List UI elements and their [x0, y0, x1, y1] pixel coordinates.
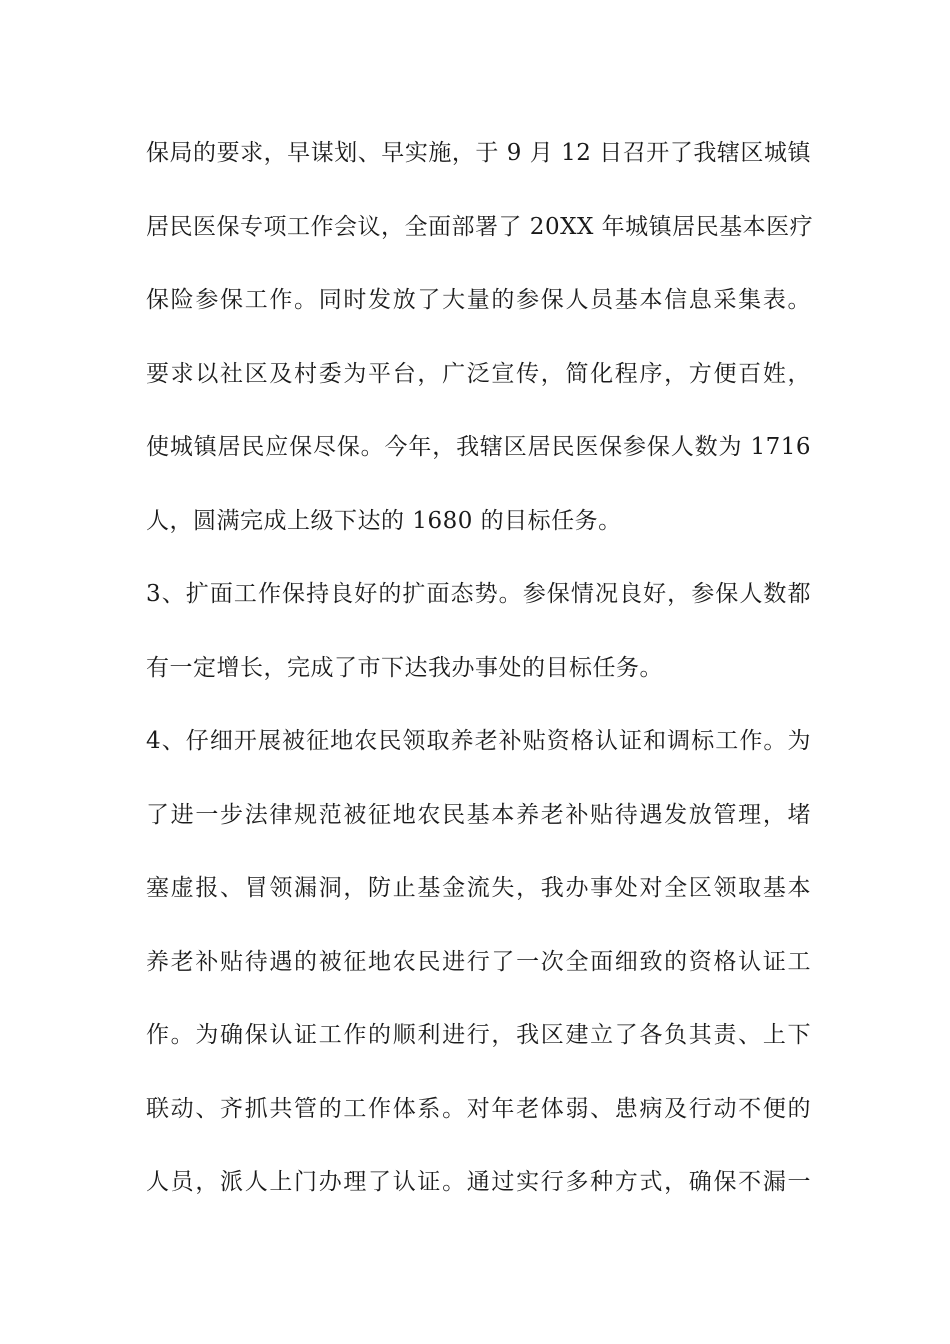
text-line-15: 人员，派人上门办理了认证。通过实行多种方式，确保不漏一 [146, 1169, 811, 1195]
text-line-10: 了进一步法律规范被征地农民基本养老补贴待遇发放管理，堵 [146, 801, 811, 828]
text-line-12: 养老补贴待遇的被征地农民进行了一次全面细致的资格认证工 [146, 948, 811, 975]
text-line-3: 保险参保工作。同时发放了大量的参保人员基本信息采集表。 [146, 287, 811, 313]
body-text [146, 128, 814, 1231]
text-line-1: 保局的要求，早谋划、早实施，于 9 月 12 日召开了我辖区城镇 [146, 140, 811, 166]
text-line-9: 4、仔细开展被征地农民领取养老补贴资格认证和调标工作。为 [146, 728, 811, 754]
text-line-2: 居民医保专项工作会议，全面部署了 20XX 年城镇居民基本医疗 [146, 213, 814, 240]
text-line-8: 有一定增长，完成了市下达我办事处的目标任务。 [146, 654, 663, 681]
text-line-7: 3、扩面工作保持良好的扩面态势。参保情况良好，参保人数都 [146, 581, 811, 607]
text-line-5: 使城镇居民应保尽保。今年，我辖区居民医保参保人数为 1716 [146, 434, 811, 460]
text-line-11: 塞虚报、冒领漏洞，防止基金流失，我办事处对全区领取基本 [146, 875, 811, 901]
text-line-6: 人，圆满完成上级下达的 1680 的目标任务。 [146, 507, 622, 534]
text-line-4: 要求以社区及村委为平台，广泛宣传，简化程序，方便百姓， [146, 360, 811, 387]
text-line-14: 联动、齐抓共管的工作体系。对年老体弱、患病及行动不便的 [146, 1095, 811, 1122]
text-line-13: 作。为确保认证工作的顺利进行，我区建立了各负其责、上下 [146, 1022, 811, 1048]
